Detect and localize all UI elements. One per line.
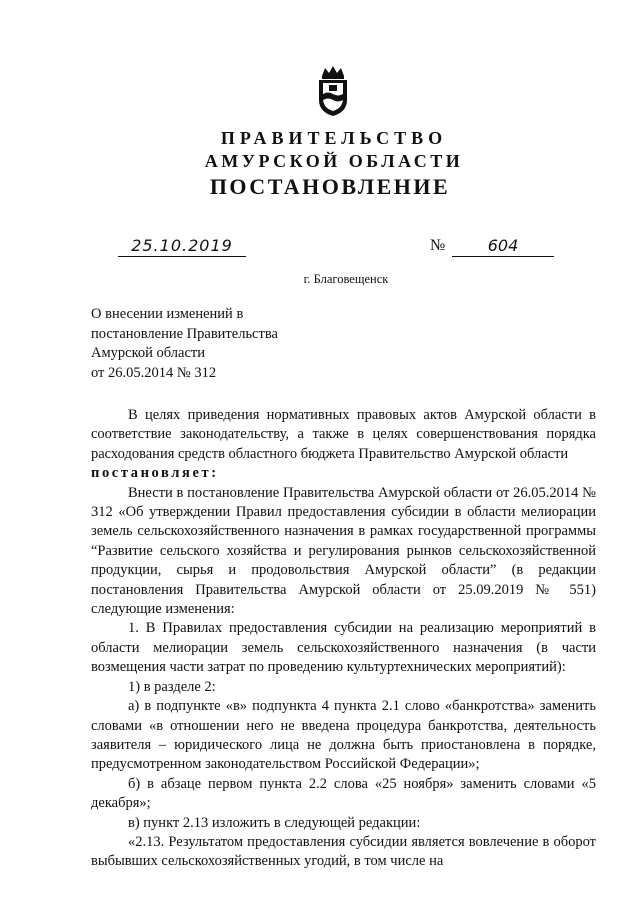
city: г. Благовещенск	[303, 272, 389, 286]
document-body	[91, 406, 596, 872]
document-type-title: ПОСТАНОВЛЕНИЕ	[209, 174, 451, 199]
body-paragraph: Внести в постановление Правительства Амурской области от 26.05.2014 № 312 «Об утверждении Правил предоставления субсидии в области мелиорации земель сельскохозяйственного назначения в рамках государственной программы “Развитие сельского хозяйства и регулирования рынков сельскохозяйственной продукции, сырья и продовольствия Амурской области” (в редакции постановления Правительства Амурской области от 25.09.2019 № 551) следующие изменения:	[91, 484, 596, 618]
subject-line: О внесении изменений в	[91, 306, 244, 322]
body-paragraph: в) пункт 2.13 изложить в следующей редакции:	[128, 814, 421, 831]
subject-line: от 26.05.2014 № 312	[91, 364, 217, 381]
document-number: 604	[452, 236, 554, 257]
number-label: №	[430, 237, 446, 254]
amur-region-coat-of-arms-icon	[313, 64, 353, 118]
body-paragraph: б) в абзаце первом пункта 2.2 слова «25 ноября» заменить словами «5 декабря»;	[91, 775, 596, 812]
body-paragraph: 1) в разделе 2:	[128, 678, 216, 695]
document-subject	[91, 305, 278, 383]
preamble-paragraph: В целях приведения нормативных правовых актов Амурской области в соответствие законодательству, а также в целях совершенствования порядка расходования средств областного бюджета Правительство Амурской области	[91, 407, 596, 462]
decree-word: постановляет:	[91, 465, 219, 482]
subject-line: постановление Правительства	[91, 325, 278, 342]
body-paragraph: а) в подпункте «в» подпункта 4 пункта 2.1 слово «банкротства» заменить словами «в отношении него не введена процедура банкротства, деятельность заявителя – юридического лица не должна быть приостановлена в порядке, предусмотренном законодательством Российской Федерации»;	[91, 698, 596, 773]
org-name-line2: АМУРСКОЙ ОБЛАСТИ	[204, 151, 464, 171]
document-date: 25.10.2019	[118, 236, 246, 257]
body-paragraph: 1. В Правилах предоставления субсидии на реализацию мероприятий в области мелиорации земель сельскохозяйственного назначения (в части возмещения части затрат по проведению культуртехнических мероприятий):	[91, 620, 596, 676]
org-name-line1: ПРАВИТЕЛЬСТВО	[220, 128, 448, 148]
body-paragraph: «2.13. Результатом предоставления субсидии является вовлечение в оборот выбывших сельскохозяйственных угодий, в том числе на	[91, 833, 596, 870]
subject-line: Амурской области	[91, 345, 205, 361]
